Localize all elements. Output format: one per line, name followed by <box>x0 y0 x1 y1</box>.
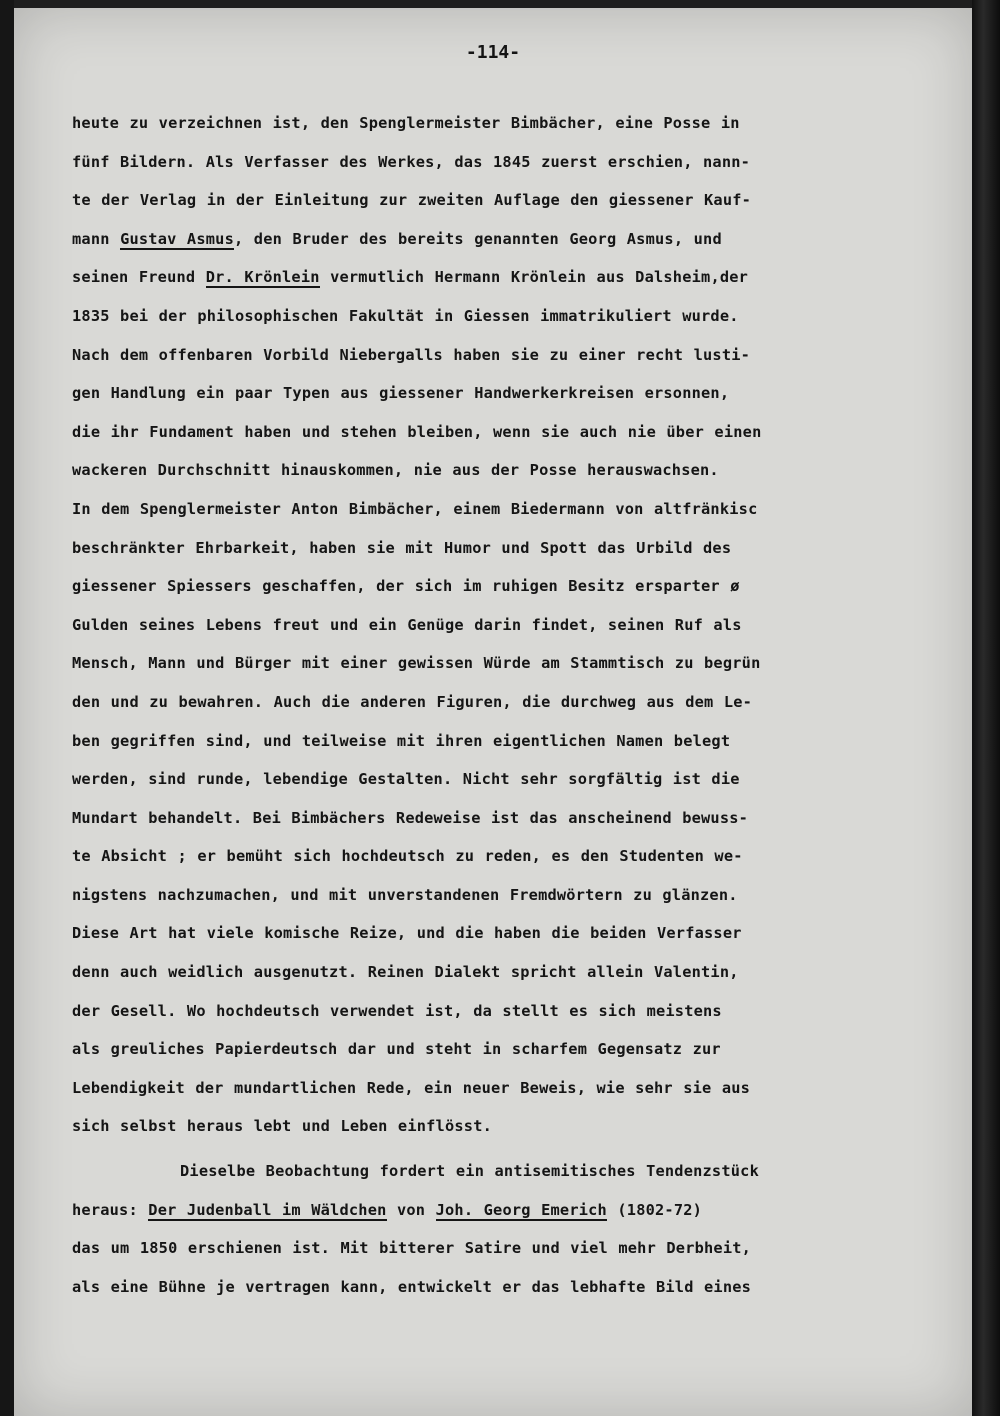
text-line <box>72 413 972 452</box>
text-line <box>72 220 972 259</box>
text-segment: ben gegriffen sind, und teilweise mit ihren eigentlichen Namen belegt <box>72 731 731 750</box>
text-segment: Gulden seines Lebens freut und ein Genüge darin findet, seinen Ruf als <box>72 615 742 634</box>
text-segment: gen Handlung ein paar Typen aus giessener Handwerkerkreisen ersonnen, <box>72 384 730 403</box>
text-line <box>72 799 972 838</box>
text-line <box>72 644 972 683</box>
text-segment: giessener Spiessers geschaffen, der sich im ruhigen Besitz ersparter ø <box>72 577 740 596</box>
page-number: -114- <box>465 42 521 63</box>
text-line <box>72 1229 972 1268</box>
text-line <box>72 992 972 1031</box>
text-segment: den und zu bewahren. Auch die anderen Figuren, die durchweg aus dem Le- <box>72 692 753 711</box>
text-segment: Dieselbe Beobachtung fordert ein antisemitisches Tendenzstück <box>180 1162 759 1181</box>
text-line <box>72 1268 972 1307</box>
text-line <box>72 837 972 876</box>
text-segment: Lebendigkeit der mundartlichen Rede, ein neuer Beweis, wie sehr sie aus <box>72 1078 751 1097</box>
text-segment: In dem Spenglermeister Anton Bimbächer, einem Biedermann von altfränkisc <box>72 499 758 518</box>
underlined-title: Dr. Krönlein <box>205 268 320 287</box>
text-line <box>72 374 972 413</box>
text-line <box>72 683 972 722</box>
text-line <box>72 760 972 799</box>
underlined-title: Der Judenball im Wäldchen <box>148 1200 387 1219</box>
text-line <box>72 181 972 220</box>
text-line <box>72 258 972 297</box>
text-segment: fünf Bildern. Als Verfasser des Werkes, das 1845 zuerst erschien, nann- <box>72 152 751 171</box>
text-segment: 1835 bei der philosophischen Fakultät in Giessen immatrikuliert wurde. <box>72 306 739 325</box>
text-segment: seinen Freund <box>72 268 206 287</box>
text-line <box>72 722 972 761</box>
text-segment: te Absicht ; er bemüht sich hochdeutsch zu reden, es den Studenten we- <box>72 847 743 866</box>
text-segment: (1802-72) <box>606 1200 703 1219</box>
text-segment: Mundart behandelt. Bei Bimbächers Redeweise ist das anscheinend bewuss- <box>72 808 749 827</box>
text-segment: te der Verlag in der Einleitung zur zweiten Auflage den giessener Kauf- <box>72 191 752 210</box>
text-line <box>72 953 972 992</box>
scan-right-border <box>972 0 1000 1416</box>
text-line <box>72 297 972 336</box>
text-segment: , den Bruder des bereits genannten Georg Asmus, und <box>233 229 722 248</box>
underlined-title: Joh. Georg Emerich <box>435 1200 607 1219</box>
body-text <box>72 104 972 1306</box>
text-segment: beschränkter Ehrbarkeit, haben sie mit Humor und Spott das Urbild des <box>72 538 732 557</box>
text-segment: als greuliches Papierdeutsch dar und steht in scharfem Gegensatz zur <box>72 1040 721 1059</box>
text-segment: sich selbst heraus lebt und Leben einflösst. <box>72 1117 493 1136</box>
text-line <box>72 1152 972 1191</box>
text-line <box>72 1191 972 1230</box>
text-line <box>72 1069 972 1108</box>
text-segment: heute zu verzeichnen ist, den Spenglermeister Bimbächer, eine Posse in <box>72 114 740 132</box>
text-segment: werden, sind runde, lebendige Gestalten. Nicht sehr sorgfältig ist die <box>72 770 740 789</box>
text-line <box>72 876 972 915</box>
text-segment: das um 1850 erschienen ist. Mit bitterer Satire und viel mehr Derbheit, <box>72 1239 752 1258</box>
text-line <box>72 914 972 953</box>
text-line <box>72 1107 972 1146</box>
text-line <box>72 104 972 143</box>
text-segment: vermutlich Hermann Krönlein aus Dalsheim,der <box>319 268 749 287</box>
text-segment: als eine Bühne je vertragen kann, entwickelt er das lebhafte Bild eines <box>72 1277 752 1296</box>
text-line <box>72 451 972 490</box>
text-segment: Mensch, Mann und Bürger mit einer gewissen Würde am Stammtisch zu begrün <box>72 654 761 673</box>
underlined-title: Gustav Asmus <box>120 229 234 248</box>
text-line <box>72 490 972 529</box>
text-line <box>72 529 972 568</box>
text-segment: von <box>386 1200 436 1219</box>
text-segment: heraus: <box>72 1200 149 1219</box>
text-segment: nigstens nachzumachen, und mit unverstandenen Fremdwörtern zu glänzen. <box>72 885 738 904</box>
text-line <box>72 336 972 375</box>
scan-left-border <box>0 0 14 1416</box>
text-line <box>72 1030 972 1069</box>
text-line <box>72 606 972 645</box>
text-line <box>72 143 972 182</box>
text-segment: denn auch weidlich ausgenutzt. Reinen Dialekt spricht allein Valentin, <box>72 963 739 982</box>
text-segment: der Gesell. Wo hochdeutsch verwendet ist, da stellt es sich meistens <box>72 1001 722 1020</box>
text-segment: die ihr Fundament haben und stehen bleiben, wenn sie auch nie über einen <box>72 422 762 441</box>
text-segment: wackeren Durchschnitt hinauskommen, nie aus der Posse herauswachsen. <box>72 461 719 480</box>
document-page <box>14 8 972 1416</box>
text-segment: mann <box>72 229 121 248</box>
text-line <box>72 567 972 606</box>
text-segment: Diese Art hat viele komische Reize, und die haben die beiden Verfasser <box>72 924 742 943</box>
text-segment: Nach dem offenbaren Vorbild Niebergalls haben sie zu einer recht lusti- <box>72 345 751 364</box>
